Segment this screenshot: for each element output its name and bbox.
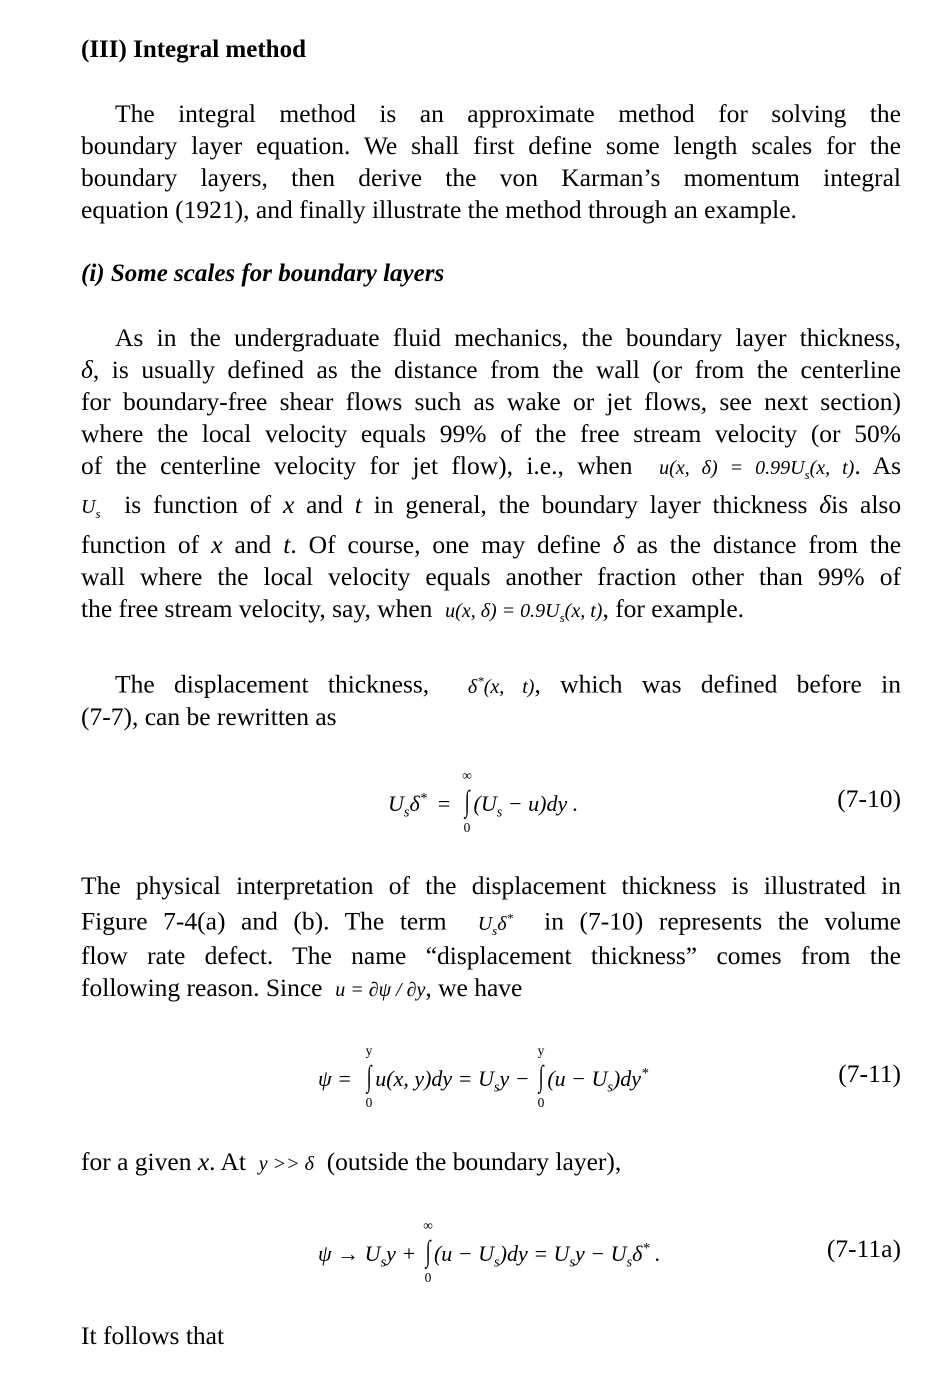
math-sup: *: [641, 1065, 649, 1082]
thickness-paragraph: [81, 322, 901, 634]
displacement-line: (7-7), can be rewritten as: [81, 702, 337, 731]
integral-lower-limit: 0: [537, 1096, 545, 1111]
math-sub: s: [493, 1079, 500, 1096]
integral-sign: ∫ y 0: [365, 1044, 373, 1111]
math-sub: s: [492, 922, 498, 938]
follows-paragraph: [81, 1320, 901, 1352]
math-sub: s: [804, 467, 810, 482]
math-text: (x, t): [564, 600, 603, 622]
math-sub: s: [95, 506, 101, 521]
physical-text: in (7-10) represents the volume: [544, 906, 902, 936]
intro-line: boundary layer equation. We shall first define some length scales for the: [81, 131, 901, 160]
math-expression: y >> δ: [258, 1153, 314, 1175]
integral-sign: ∫ ∞ 0: [423, 1219, 433, 1286]
math-expression: u = ∂ψ / ∂y: [335, 979, 426, 1001]
math-variable: x: [211, 530, 223, 559]
math-text: δ: [632, 1241, 643, 1266]
physical-line: The physical interpretation of the displacement thickness is illustrated in: [81, 871, 901, 900]
math-variable: t: [283, 530, 291, 559]
equation-7-10: [388, 769, 579, 836]
thickness-text: and: [306, 490, 343, 519]
subsection-heading: (i) Some scales for boundary layers: [81, 260, 445, 287]
math-text: U: [81, 496, 96, 518]
thickness-text: of the centerline velocity for jet flow), i.e., when: [81, 451, 633, 480]
math-text: u(x, δ) = 0.9U: [445, 600, 560, 622]
math-sub: s: [380, 1254, 387, 1271]
thickness-line: [81, 529, 901, 561]
math-expression: [659, 457, 855, 482]
math-expression: [445, 600, 603, 625]
math-sup: *: [477, 673, 484, 688]
displacement-text: The displacement thickness,: [115, 669, 430, 699]
math-sub: s: [559, 610, 565, 625]
integral-sign: ∫ y 0: [537, 1044, 545, 1111]
thickness-text: . As: [854, 451, 901, 480]
given-paragraph: [81, 1146, 901, 1180]
math-text: y +: [386, 1241, 417, 1266]
math-sub: s: [626, 1254, 633, 1271]
thickness-line: for boundary-free shear flows such as wake or jet flows, see next section): [81, 387, 901, 416]
math-sub: s: [494, 1254, 500, 1271]
thickness-text: . Of course, one may define: [290, 530, 601, 559]
thickness-line: [81, 593, 901, 634]
math-text: ψ → U: [318, 1241, 381, 1266]
intro-line: The integral method is an approximate method for solving the: [115, 99, 901, 128]
follows-line: It follows that: [81, 1321, 225, 1350]
physical-text: Figure 7-4(a) and (b). The term: [81, 906, 447, 936]
thickness-text: is also: [831, 490, 902, 519]
thickness-line: [81, 450, 901, 489]
thickness-text: , for example.: [602, 594, 745, 623]
intro-paragraph: [81, 98, 901, 226]
thickness-line: As in the undergraduate fluid mechanics, the boundary layer thickness,: [115, 323, 901, 352]
math-text: δ: [497, 912, 507, 935]
equation-number: (7-11): [838, 1059, 901, 1088]
physical-line: [81, 902, 901, 940]
math-sub: s: [569, 1254, 576, 1271]
delta-symbol: δ: [81, 355, 93, 384]
equation-7-11: [318, 1044, 649, 1111]
math-text: )dy = U: [499, 1241, 570, 1266]
integral-upper-limit: y: [537, 1044, 545, 1059]
intro-line: equation (1921), and finally illustrate the method through an example.: [81, 195, 797, 224]
math-text: (u − U: [433, 1241, 495, 1266]
math-text: ψ =: [318, 1066, 353, 1091]
math-sub: s: [403, 804, 410, 821]
thickness-line: [81, 354, 901, 386]
math-variable: δ: [612, 530, 625, 559]
math-text: (x, t): [483, 675, 535, 698]
thickness-line: where the local velocity equals 99% of the free stream velocity (or 50%: [81, 419, 901, 448]
math-text: u(x, y)dy = U: [375, 1066, 494, 1091]
integral-upper-limit: ∞: [423, 1219, 433, 1234]
physical-line: flow rate defect. The name “displacement thickness” comes from the: [81, 941, 901, 970]
integral-sign: ∫ ∞ 0: [462, 769, 473, 836]
math-variable: t: [354, 490, 362, 519]
displacement-paragraph: [81, 665, 901, 733]
integral-lower-limit: 0: [365, 1096, 373, 1111]
math-sup: *: [506, 910, 514, 925]
math-expression: [467, 673, 535, 698]
thickness-text: is function of: [124, 490, 272, 519]
thickness-line: wall where the local velocity equals another fraction other than 99% of: [81, 562, 901, 591]
physical-text: , we have: [425, 973, 523, 1002]
equation-7-11a: [318, 1219, 661, 1286]
math-sub: s: [607, 1079, 613, 1096]
math-variable: δ: [819, 490, 832, 519]
math-sup: *: [419, 790, 427, 807]
thickness-text: , is usually defined as the distance from the wall (or from the centerline: [92, 355, 901, 384]
math-text: )dy: [612, 1066, 642, 1091]
math-text: δ: [467, 675, 478, 698]
given-text: for a given: [81, 1147, 192, 1176]
integral-lower-limit: 0: [464, 821, 471, 836]
given-text: . At: [209, 1147, 247, 1176]
physical-text: following reason. Since: [81, 973, 323, 1002]
math-text: .: [649, 1241, 661, 1266]
section-heading: (III) Integral method: [81, 36, 306, 63]
math-text: (U: [473, 791, 497, 816]
math-text: U: [388, 791, 404, 816]
physical-line: [81, 972, 901, 1006]
math-sup: *: [642, 1240, 650, 1257]
thickness-text: and: [234, 530, 272, 559]
math-expression: [477, 910, 514, 938]
displacement-text: , which was defined before in: [534, 669, 901, 699]
math-expression: [81, 496, 101, 521]
given-text: (outside the boundary layer),: [326, 1147, 622, 1176]
math-text: (u − U: [547, 1066, 608, 1091]
given-line: [81, 1146, 901, 1180]
math-text: − u)dy .: [502, 791, 579, 816]
integral-upper-limit: y: [365, 1044, 373, 1059]
math-text: U: [477, 912, 493, 935]
integral-upper-limit: ∞: [462, 769, 473, 784]
math-text: δ: [409, 791, 420, 816]
thickness-text: function of: [81, 530, 200, 559]
equals-sign: =: [437, 791, 451, 816]
math-variable: x: [197, 1147, 210, 1176]
physical-paragraph: [81, 870, 901, 1006]
math-text: y − U: [575, 1241, 627, 1266]
thickness-text: as the distance from the: [636, 530, 902, 559]
math-text: y −: [499, 1066, 530, 1091]
equation-number: (7-11a): [826, 1234, 901, 1263]
thickness-line: [81, 489, 901, 529]
intro-line: boundary layers, then derive the von Karman’s momentum integral: [81, 163, 901, 192]
math-variable: x: [282, 490, 295, 519]
math-text: u(x, δ) = 0.99U: [659, 457, 805, 479]
math-text: (x, t): [809, 457, 855, 479]
thickness-text: in general, the boundary layer thickness: [373, 490, 808, 519]
displacement-line: [81, 665, 901, 701]
integral-lower-limit: 0: [424, 1271, 432, 1286]
equation-number: (7-10): [837, 784, 901, 813]
math-sub: s: [496, 804, 503, 821]
thickness-text: the free stream velocity, say, when: [81, 594, 433, 623]
